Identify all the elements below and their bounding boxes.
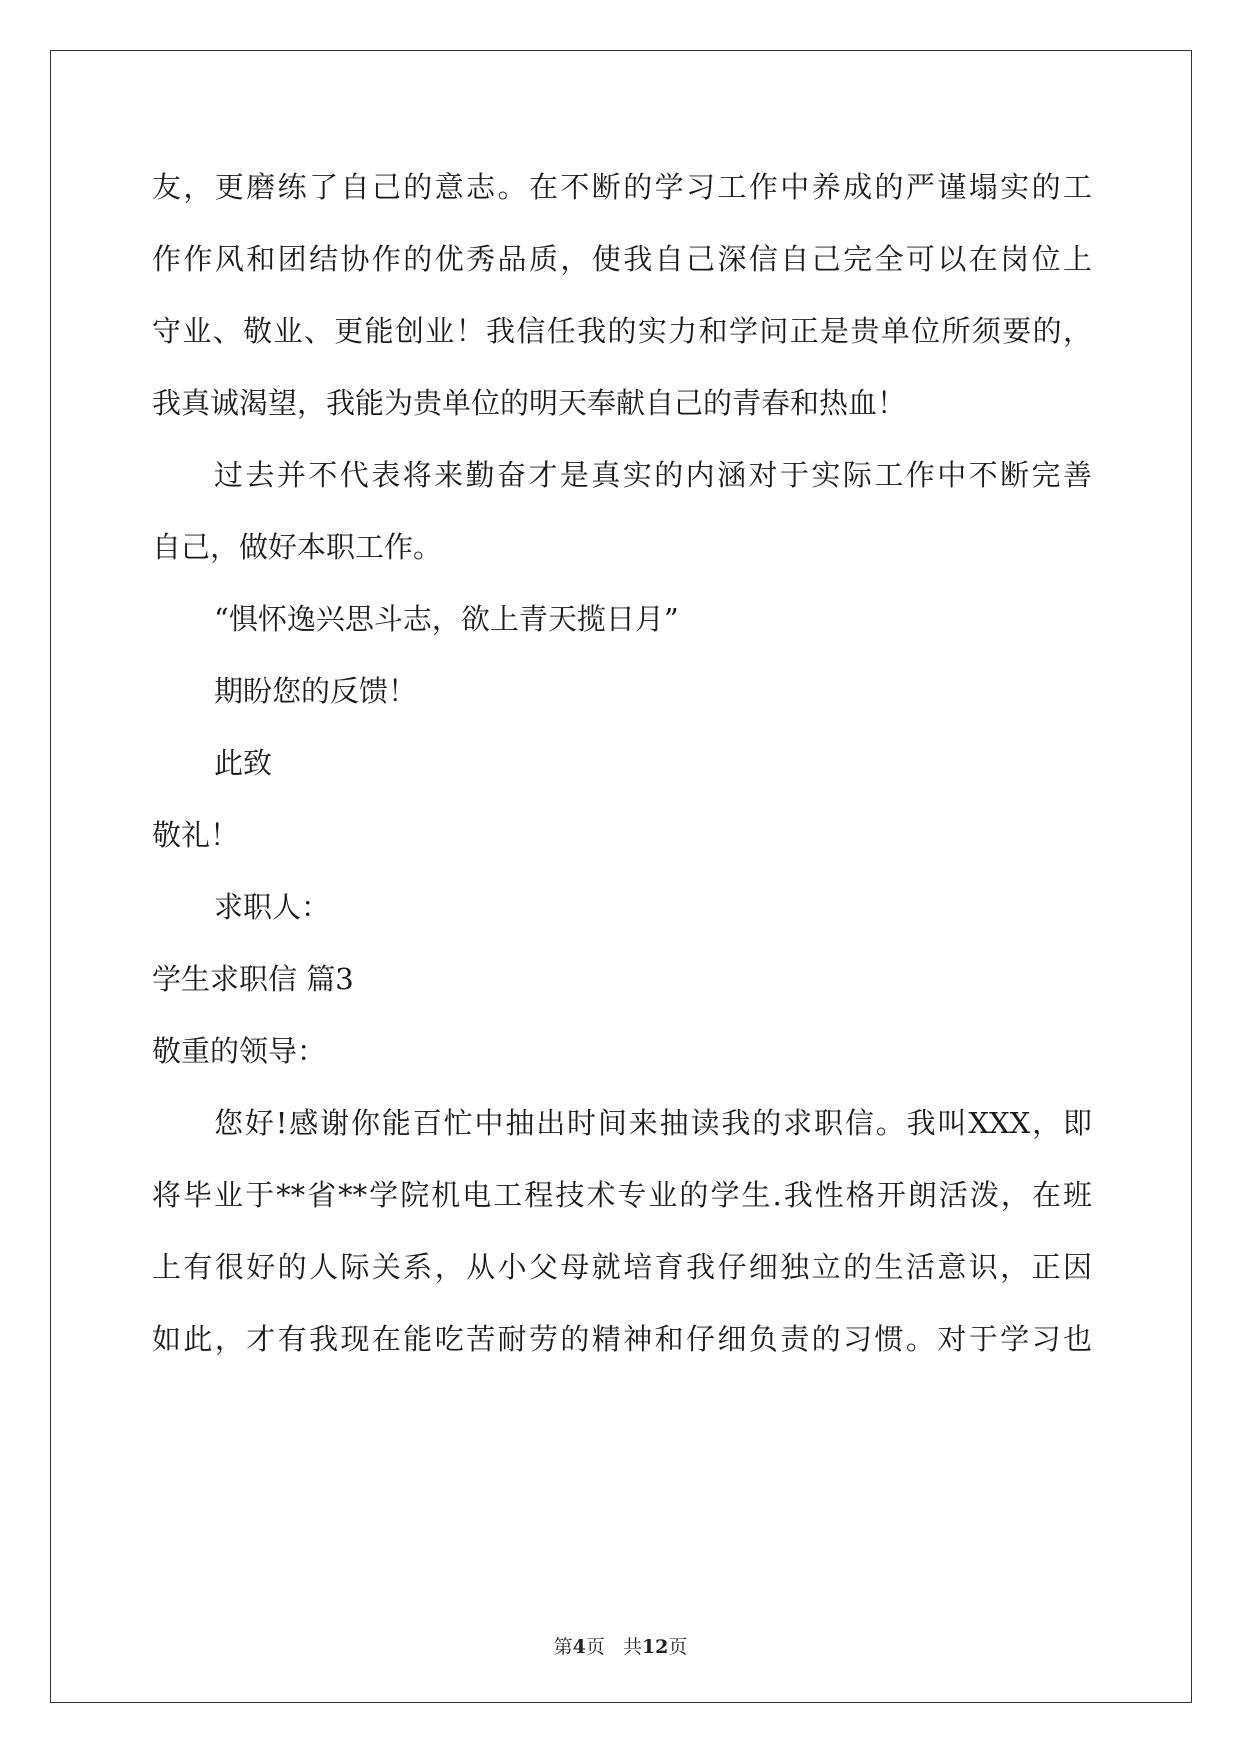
quote-line: “惧怀逸兴思斗志，欲上青天揽日月” bbox=[214, 602, 679, 636]
body-line-4: 我真诚渴望，我能为贵单位的明天奉献自己的青春和热血！ bbox=[152, 386, 907, 420]
body-line-15: 将毕业于**省**学院机电工程技术专业的学生.我性格开朗活泼，在班 bbox=[152, 1178, 1092, 1212]
footer-page-number: 4 bbox=[572, 1636, 586, 1658]
page-footer bbox=[0, 1632, 1241, 1659]
body-line-16: 上有很好的人际关系，从小父母就培育我仔细独立的生活意识，正因 bbox=[152, 1250, 1092, 1284]
letter-greeting: 敬重的领导： bbox=[152, 1034, 327, 1068]
footer-prefix: 第 bbox=[553, 1636, 573, 1658]
body-line-17: 如此，才有我现在能吃苦耐劳的精神和仔细负责的习惯。对于学习也 bbox=[152, 1322, 1092, 1356]
closing-salutation: 此致 bbox=[214, 746, 273, 780]
page-border bbox=[50, 50, 1192, 1703]
paragraph-line-5: 过去并不代表将来勤奋才是真实的内涵对于实际工作中不断完善 bbox=[214, 458, 1092, 492]
footer-total-pages: 12 bbox=[641, 1636, 669, 1658]
footer-suffix: 页 bbox=[668, 1636, 688, 1658]
signature-label: 求职人： bbox=[214, 890, 331, 924]
body-line-1: 友，更磨练了自己的意志。在不断的学习工作中养成的严谨塌实的工 bbox=[152, 170, 1092, 204]
body-line-3: 守业、敬业、更能创业！我信任我的实力和学问正是贵单位所须要的， bbox=[152, 314, 1092, 348]
paragraph-line-14: 您好!感谢你能百忙中抽出时间来抽读我的求职信。我叫XXX，即 bbox=[214, 1106, 1092, 1140]
footer-mid: 页 共 bbox=[585, 1636, 642, 1658]
body-line-6: 自己，做好本职工作。 bbox=[152, 530, 443, 564]
section-heading: 学生求职信 篇3 bbox=[152, 962, 354, 996]
closing-hope: 期盼您的反馈！ bbox=[214, 674, 418, 708]
closing-regards: 敬礼！ bbox=[152, 818, 240, 852]
body-line-2: 作作风和团结协作的优秀品质，使我自己深信自己完全可以在岗位上 bbox=[152, 242, 1092, 276]
